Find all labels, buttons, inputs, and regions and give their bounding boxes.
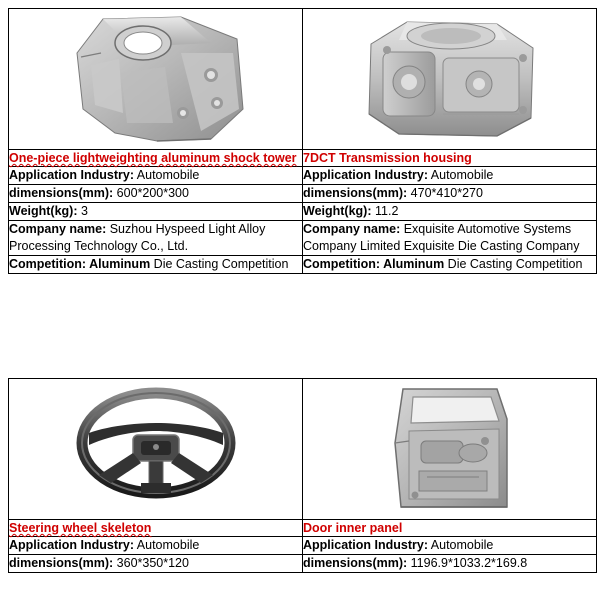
spec-label: Competition: Aluminum xyxy=(303,257,445,271)
spec-dimensions xyxy=(9,185,303,203)
spec-value: Die Casting Competition xyxy=(150,257,289,271)
product-title-cell xyxy=(303,150,597,167)
parts-table-top xyxy=(8,8,597,274)
table-row xyxy=(9,256,597,274)
product-title: One-piece lightweighting aluminum shock tower xyxy=(9,151,297,165)
product-title: Steering wheel skeleton xyxy=(9,521,152,535)
spec-value: Automobile xyxy=(428,538,494,552)
product-image-cell xyxy=(303,379,597,520)
spec-value: 11.2 xyxy=(371,204,399,218)
spec-value: 600*200*300 xyxy=(113,186,189,200)
spec-value: 3 xyxy=(77,204,88,218)
spec-value: 1196.9*1033.2*169.8 xyxy=(407,556,528,570)
spec-value: Automobile xyxy=(134,538,200,552)
table-row xyxy=(9,9,597,150)
spec-weight xyxy=(9,203,303,221)
parts-table-bottom xyxy=(8,378,597,573)
door-inner-panel-illustration xyxy=(375,383,525,515)
shock-tower-casting-photo xyxy=(9,9,302,149)
spec-label: Company name: xyxy=(9,222,107,236)
table-row xyxy=(9,379,597,520)
table-row xyxy=(9,203,597,221)
spec-company-name xyxy=(9,221,303,256)
spec-label: Company name: xyxy=(303,222,401,236)
spec-label: Application Industry: xyxy=(9,538,134,552)
spec-value: Suzhou Hyspeed Light Alloy Processing Technology Co., Ltd. xyxy=(9,222,266,253)
spec-application-industry xyxy=(303,537,597,555)
transmission-housing-photo xyxy=(303,9,596,149)
spec-weight xyxy=(303,203,597,221)
product-title: 7DCT Transmission housing xyxy=(303,151,472,165)
spec-label: dimensions(mm): xyxy=(303,186,408,200)
table-row xyxy=(9,555,597,573)
spec-application-industry xyxy=(303,167,597,185)
spec-label: Application Industry: xyxy=(9,168,134,182)
spec-dimensions xyxy=(303,185,597,203)
spec-label: dimensions(mm): xyxy=(9,186,114,200)
spec-value: Automobile xyxy=(134,168,200,182)
table-row xyxy=(9,167,597,185)
spec-label: Weight(kg): xyxy=(303,204,372,218)
spec-application-industry xyxy=(9,167,303,185)
table-row xyxy=(9,150,597,167)
table-row xyxy=(9,185,597,203)
product-image-cell xyxy=(9,9,303,150)
shock-tower-casting-illustration xyxy=(61,13,251,145)
spec-competition xyxy=(9,256,303,274)
table-row xyxy=(9,221,597,256)
spec-application-industry xyxy=(9,537,303,555)
spec-company-name xyxy=(303,221,597,256)
product-title-cell xyxy=(9,520,303,537)
spec-dimensions xyxy=(9,555,303,573)
product-image-cell xyxy=(303,9,597,150)
steering-wheel-skeleton-photo xyxy=(9,379,302,519)
product-title-cell xyxy=(303,520,597,537)
spec-label: dimensions(mm): xyxy=(9,556,114,570)
product-title-cell xyxy=(9,150,303,167)
spec-value: Automobile xyxy=(428,168,494,182)
transmission-housing-illustration xyxy=(347,14,552,144)
spec-label: dimensions(mm): xyxy=(303,556,408,570)
door-inner-panel-photo xyxy=(303,379,596,519)
spec-value: 470*410*270 xyxy=(407,186,483,200)
spec-label: Application Industry: xyxy=(303,538,428,552)
spec-label: Application Industry: xyxy=(303,168,428,182)
product-image-cell xyxy=(9,379,303,520)
spec-dimensions xyxy=(303,555,597,573)
product-title: Door inner panel xyxy=(303,521,403,535)
table-row xyxy=(9,537,597,555)
steering-wheel-skeleton-illustration xyxy=(71,383,241,515)
spec-competition xyxy=(303,256,597,274)
spec-label: Weight(kg): xyxy=(9,204,78,218)
spec-value: Die Casting Competition xyxy=(444,257,583,271)
spec-label: Competition: Aluminum xyxy=(9,257,151,271)
spec-value: 360*350*120 xyxy=(113,556,189,570)
table-row xyxy=(9,520,597,537)
spec-value: Exquisite Automotive Systems Company Limited Exquisite Die Casting Company xyxy=(303,222,580,253)
